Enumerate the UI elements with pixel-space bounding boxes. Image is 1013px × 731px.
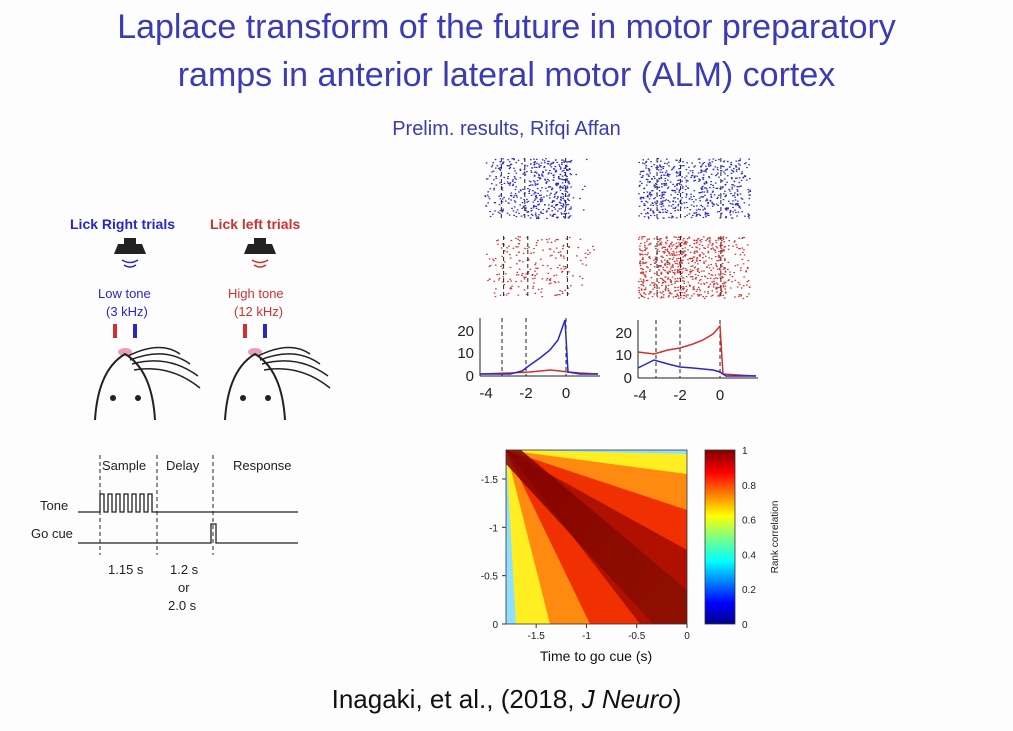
colorbar-tick-label: 0.2 xyxy=(742,585,756,597)
citation-prefix: Inagaki, et al., (2018, xyxy=(331,684,582,714)
psth-left-xtick-neg4: -4 xyxy=(479,385,493,402)
row-gocue-label: Go cue xyxy=(31,526,73,541)
colorbar-tick-label: 1 xyxy=(742,446,748,457)
high-tone-label: High tone xyxy=(228,286,284,301)
epoch-response: Response xyxy=(233,458,292,473)
slide-title-line-1: Laplace transform of the future in motor preparatory xyxy=(117,8,896,46)
low-tone-frequency: (3 kHz) xyxy=(106,304,148,319)
psth-panel-right xyxy=(598,312,768,407)
heatmap-ytick-label: -0.5 xyxy=(480,571,498,583)
psth-right-ytick-0: 0 xyxy=(623,370,632,387)
delay-duration-2: 2.0 s xyxy=(168,598,197,613)
psth-right-xtick-0: 0 xyxy=(715,387,725,404)
delay-duration-or: or xyxy=(178,580,190,595)
citation-suffix: ) xyxy=(672,684,682,714)
colorbar-tick-label: 0.8 xyxy=(742,480,756,492)
colorbar-tick-label: 0.4 xyxy=(742,550,756,562)
lick-right-heading: Lick Right trials xyxy=(70,216,176,232)
colorbar-tick-label: 0.6 xyxy=(742,515,756,527)
heatmap-xtick-label: -0.5 xyxy=(628,631,646,642)
psth-left-xtick-0: 0 xyxy=(561,385,571,402)
heatmap-ytick-label: -1 xyxy=(489,523,498,535)
heatmap-cells xyxy=(506,450,687,624)
raster-mid-right-red xyxy=(638,236,751,299)
raster-top-left-blue xyxy=(484,158,587,219)
psth-right-ytick-20: 20 xyxy=(615,325,632,342)
psth-right-xtick-neg4: -4 xyxy=(633,387,647,404)
slide-title-line-2: ramps in anterior lateral motor (ALM) cortex xyxy=(177,56,836,94)
epoch-delay: Delay xyxy=(166,458,200,473)
heatmap-xtick-label: -1.5 xyxy=(527,631,545,642)
high-tone-frequency: (12 kHz) xyxy=(234,304,284,319)
psth-left-xtick-neg2: -2 xyxy=(519,385,533,402)
raster-top-right-blue xyxy=(638,158,751,219)
row-tone-label: Tone xyxy=(40,498,69,513)
psth-left-ytick-20: 20 xyxy=(457,323,474,340)
low-tone-label: Low tone xyxy=(98,286,151,301)
lick-left-heading: Lick left trials xyxy=(210,216,301,232)
delay-duration-1: 1.2 s xyxy=(170,562,199,577)
psth-right-ytick-10: 10 xyxy=(615,347,632,364)
psth-left-ytick-10: 10 xyxy=(457,345,474,362)
psth-left-ytick-0: 0 xyxy=(465,368,474,385)
rank-correlation-heatmap xyxy=(440,440,800,670)
colorbar xyxy=(705,450,735,624)
citation-journal: J Neuro xyxy=(581,684,673,714)
colorbar-label: Rank correlation xyxy=(770,500,781,574)
heatmap-xlabel: Time to go cue (s) xyxy=(539,648,653,664)
psth-left-blue-trace xyxy=(480,320,598,374)
heatmap-xtick-label: 0 xyxy=(684,631,690,642)
psth-right-xtick-neg2: -2 xyxy=(673,387,687,404)
citation xyxy=(0,684,1013,715)
heatmap-ytick-label: -1.5 xyxy=(480,475,498,486)
heatmap-xtick-label: -1 xyxy=(581,631,591,642)
psth-panel-left xyxy=(440,310,610,405)
epoch-sample: Sample xyxy=(102,458,147,473)
raster-mid-left-red xyxy=(486,236,595,297)
sample-duration: 1.15 s xyxy=(108,562,144,577)
slide-subtitle: Prelim. results, Rifqi Affan xyxy=(392,118,621,140)
heatmap-ytick-label: 0 xyxy=(492,620,498,631)
colorbar-tick-label: 0 xyxy=(742,620,748,631)
